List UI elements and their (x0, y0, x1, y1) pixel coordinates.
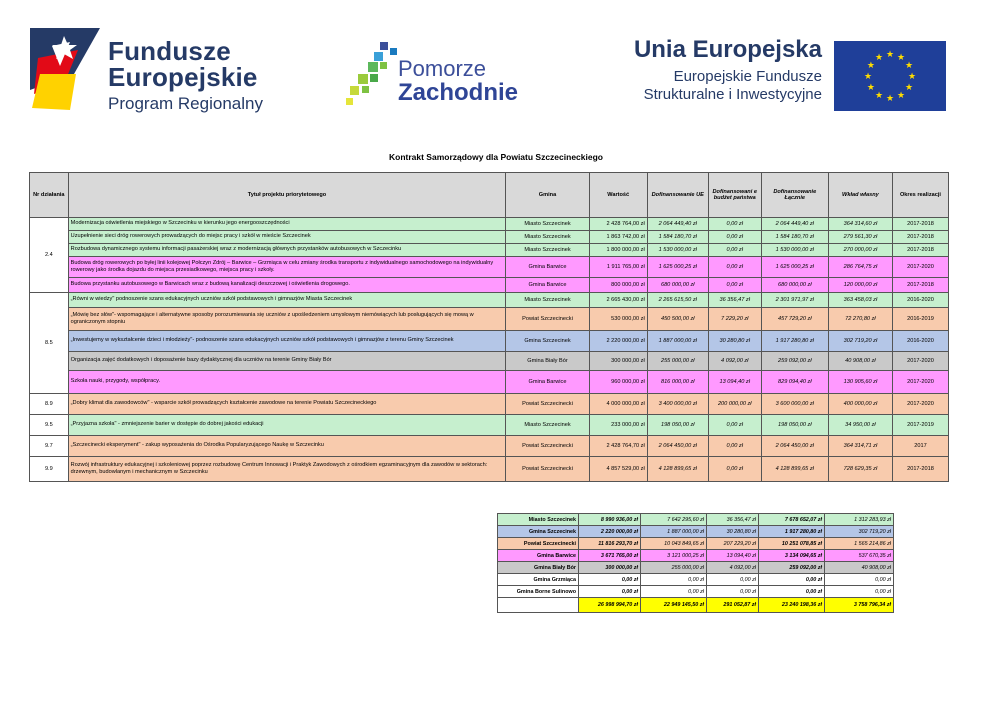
projects-table (29, 172, 949, 482)
wklad-cell: 302 719,20 zł (828, 331, 892, 352)
summary-ue: 0,00 zł (641, 586, 707, 598)
pomorze-zachodnie-logo-icon (344, 40, 406, 110)
pz-logo-text (398, 58, 518, 105)
summary-laczne: 1 917 280,80 zł (759, 526, 825, 538)
wartosc-cell: 800 000,00 zł (589, 278, 647, 293)
wklad-cell: 72 270,80 zł (828, 308, 892, 331)
dof-ue-cell: 1 584 180,70 zł (647, 231, 708, 244)
dof-ue-cell: 1 887 000,00 zł (647, 331, 708, 352)
dof-bp-cell: 4 092,00 zł (708, 352, 761, 371)
wklad-cell: 728 629,35 zł (828, 457, 892, 482)
summary-bp: 0,00 zł (707, 574, 759, 586)
eu-star-icon: ★ (885, 93, 895, 103)
dof-bp-cell: 0,00 zł (708, 415, 761, 436)
project-title: Budowa przystanku autobusowego w Barwicach wraz z budową kanalizacji deszczowej i oświetlenia drogowego. (68, 278, 506, 293)
dof-bp-cell: 0,00 zł (708, 231, 761, 244)
action-number: 9.5 (30, 415, 69, 436)
wartosc-cell: 233 000,00 zł (589, 415, 647, 436)
summary-gmina: Gmina Szczecinek (498, 526, 579, 538)
wartosc-cell: 2 428 764,70 zł (589, 436, 647, 457)
eu-star-icon: ★ (907, 71, 917, 81)
gmina-cell: Powiat Szczecinecki (506, 308, 589, 331)
okres-cell: 2017-2018 (892, 457, 948, 482)
summary-laczne: 10 251 078,85 zł (759, 538, 825, 550)
summary-wartosc: 300 000,00 zł (579, 562, 641, 574)
summary-laczne: 7 678 652,07 zł (759, 514, 825, 526)
summary-ue: 1 887 000,00 zł (641, 526, 707, 538)
dof-bp-cell: 7 229,20 zł (708, 308, 761, 331)
dof-ue-cell: 2 064 450,00 zł (647, 436, 708, 457)
okres-cell: 2017-2020 (892, 257, 948, 278)
eu-star-icon: ★ (866, 60, 875, 70)
ue-line3: Strukturalne i Inwestycyjne (643, 86, 822, 103)
col-nr: Nr działania (30, 173, 69, 218)
gmina-cell: Miasto Szczecinek (506, 231, 589, 244)
col-wklad: Wkład własny (828, 173, 892, 218)
summary-ue: 7 642 295,60 zł (641, 514, 707, 526)
wartosc-cell: 1 800 000,00 zł (589, 244, 647, 257)
fe-line1: Fundusze (108, 36, 231, 66)
summary-wklad: 0,00 zł (825, 586, 894, 598)
dof-bp-cell: 0,00 zł (708, 257, 761, 278)
eu-flag-icon (834, 41, 946, 111)
summary-ue: 3 121 000,25 zł (641, 550, 707, 562)
project-title: „Równi w wiedzy" podnoszenie szans edukacyjnych uczniów szkół podstawowych i gimnazjów Miasta Szczecinek (68, 293, 506, 308)
action-number: 8.9 (30, 394, 69, 415)
dof-bp-cell: 0,00 zł (708, 278, 761, 293)
gmina-cell: Miasto Szczecinek (506, 244, 589, 257)
summary-gmina: Miasto Szczecinek (498, 514, 579, 526)
dof-ue-cell: 680 000,00 zł (647, 278, 708, 293)
wklad-cell: 400 000,00 zł (828, 394, 892, 415)
col-wartosc: Wartość (589, 173, 647, 218)
gmina-cell: Miasto Szczecinek (506, 415, 589, 436)
summary-row (498, 562, 894, 574)
summary-bp: 4 092,00 zł (707, 562, 759, 574)
summary-row (498, 574, 894, 586)
summary-wartosc: 11 816 293,70 zł (579, 538, 641, 550)
project-title: „Inwestujemy w wykształcenie dzieci i młodzieży"- podnoszenie szans edukacyjnych uczniów szkół podstawowych i gimnazjów z terenu Gminy Szczecinek (68, 331, 506, 352)
dof-laczne-cell: 1 917 280,80 zł (761, 331, 828, 352)
fe-line2: Europejskie (108, 62, 258, 92)
okres-cell: 2017-2019 (892, 415, 948, 436)
summary-ue: 0,00 zł (641, 574, 707, 586)
dof-ue-cell: 450 500,00 zł (647, 308, 708, 331)
table-row (30, 457, 949, 482)
dof-laczne-cell: 2 064 450,00 zł (761, 436, 828, 457)
gmina-cell: Gmina Barwice (506, 257, 589, 278)
project-title: „Dobry klimat dla zawodowców" - wsparcie szkół prowadzących kształcenie zawodowe na terenie Powiatu Szczecineckiego (68, 394, 506, 415)
pz-line1: Pomorze (398, 56, 487, 81)
table-row (30, 415, 949, 436)
summary-wklad: 0,00 zł (825, 574, 894, 586)
fe-line3: Program Regionalny (108, 94, 263, 113)
col-okres: Okres realizacji (892, 173, 948, 218)
table-row (30, 231, 949, 244)
summary-wklad: 302 719,20 zł (825, 526, 894, 538)
dof-laczne-cell: 198 050,00 zł (761, 415, 828, 436)
wklad-cell: 34 950,00 zł (828, 415, 892, 436)
wartosc-cell: 2 665 430,00 zł (589, 293, 647, 308)
ue-line2: Europejskie Fundusze (673, 68, 822, 85)
okres-cell: 2016-2019 (892, 308, 948, 331)
eu-star-icon: ★ (905, 82, 914, 92)
wartosc-cell: 2 220 000,00 zł (589, 331, 647, 352)
dof-ue-cell: 816 000,00 zł (647, 371, 708, 394)
project-title: „Przyjazna szkoła" - zmniejszenie barier w dostępie do dobrej jakości edukacji (68, 415, 506, 436)
project-title: Szkoła nauki, przygody, współpracy. (68, 371, 506, 394)
gmina-cell: Miasto Szczecinek (506, 293, 589, 308)
dof-ue-cell: 2 064 449,40 zł (647, 218, 708, 231)
eu-star-icon: ★ (866, 82, 875, 92)
summary-ue: 255 000,00 zł (641, 562, 707, 574)
dof-laczne-cell: 2 301 971,97 zł (761, 293, 828, 308)
dof-ue-cell: 1 625 000,25 zł (647, 257, 708, 278)
project-title: Rozbudowa dynamicznego systemu informacji pasażerskiej wraz z modernizacją głównych przystanków autobusowych w Szczecinku (68, 244, 506, 257)
gmina-cell: Powiat Szczecinecki (506, 457, 589, 482)
dof-laczne-cell: 680 000,00 zł (761, 278, 828, 293)
action-number: 2.4 (30, 218, 69, 293)
dof-bp-cell: 0,00 zł (708, 457, 761, 482)
summary-total-wklad: 3 758 796,34 zł (825, 598, 894, 613)
summary-bp: 207 229,20 zł (707, 538, 759, 550)
summary-wartosc: 2 220 000,00 zł (579, 526, 641, 538)
fundusze-europejskie-logo-icon (30, 28, 108, 110)
gmina-cell: Gmina Biały Bór (506, 352, 589, 371)
dof-bp-cell: 13 094,40 zł (708, 371, 761, 394)
okres-cell: 2016-2020 (892, 293, 948, 308)
dof-bp-cell: 0,00 zł (708, 244, 761, 257)
eu-star-icon: ★ (905, 60, 914, 70)
summary-wartosc: 0,00 zł (579, 586, 641, 598)
table-row (30, 308, 949, 331)
summary-wklad: 537 670,35 zł (825, 550, 894, 562)
okres-cell: 2017-2020 (892, 371, 948, 394)
summary-total-row (498, 598, 894, 613)
table-row (30, 352, 949, 371)
wartosc-cell: 4 857 529,00 zł (589, 457, 647, 482)
eu-star-icon: ★ (896, 51, 906, 62)
dof-laczne-cell: 457 729,20 zł (761, 308, 828, 331)
table-header-row (30, 173, 949, 218)
okres-cell: 2017 (892, 436, 948, 457)
action-number: 9.9 (30, 457, 69, 482)
ue-line1: Unia Europejska (633, 36, 822, 63)
gmina-cell: Gmina Barwice (506, 278, 589, 293)
col-tytul: Tytuł projektu priorytetowego (68, 173, 506, 218)
gmina-cell: Gmina Szczecinek (506, 331, 589, 352)
dof-bp-cell: 0,00 zł (708, 218, 761, 231)
table-row (30, 436, 949, 457)
dof-ue-cell: 1 530 000,00 zł (647, 244, 708, 257)
wklad-cell: 120 000,00 zł (828, 278, 892, 293)
summary-wklad: 40 908,00 zł (825, 562, 894, 574)
project-title: Organizacja zajęć dodatkowych i doposażenie bazy dydaktycznej dla uczniów na terenie Gminy Biały Bór (68, 352, 506, 371)
summary-wartosc: 8 990 936,00 zł (579, 514, 641, 526)
summary-gmina: Powiat Szczecinecki (498, 538, 579, 550)
dof-laczne-cell: 1 625 000,25 zł (761, 257, 828, 278)
okres-cell: 2017-2018 (892, 231, 948, 244)
dof-ue-cell: 198 050,00 zł (647, 415, 708, 436)
summary-wartosc: 3 671 765,00 zł (579, 550, 641, 562)
dof-laczne-cell: 829 094,40 zł (761, 371, 828, 394)
summary-wklad: 1 312 283,93 zł (825, 514, 894, 526)
summary-bp: 30 280,80 zł (707, 526, 759, 538)
dof-laczne-cell: 2 064 449,40 zł (761, 218, 828, 231)
project-title: Rozwój infrastruktury edukacyjnej i szkoleniowej poprzez rozbudowę Centrum Innowacji i Praktyk Zawodowych z ośrodkiem egzaminacyjnym dla zawodów w sektorach: drzewnym, budowlanym i mechanicznym w Szczecinku (68, 457, 506, 482)
wklad-cell: 40 908,00 zł (828, 352, 892, 371)
summary-gmina: Gmina Borne Sulinowo (498, 586, 579, 598)
wartosc-cell: 4 000 000,00 zł (589, 394, 647, 415)
table-row (30, 293, 949, 308)
col-gmina: Gmina (506, 173, 589, 218)
okres-cell: 2017-2020 (892, 352, 948, 371)
project-title: Uzupełnienie sieci dróg rowerowych prowadzących do miejsc pracy i szkół w mieście Szczecinek (68, 231, 506, 244)
table-row (30, 278, 949, 293)
action-number: 8.5 (30, 293, 69, 394)
gmina-cell: Powiat Szczecinecki (506, 436, 589, 457)
table-row (30, 331, 949, 352)
summary-table (497, 513, 894, 613)
summary-gmina: Gmina Barwice (498, 550, 579, 562)
dof-bp-cell: 200 000,00 zł (708, 394, 761, 415)
document-title: Kontrakt Samorządowy dla Powiatu Szczecineckiego (389, 152, 603, 162)
summary-row (498, 550, 894, 562)
dof-bp-cell: 36 356,47 zł (708, 293, 761, 308)
wartosc-cell: 1 863 742,00 zł (589, 231, 647, 244)
summary-laczne: 0,00 zł (759, 586, 825, 598)
summary-gmina: Gmina Grzmiąca (498, 574, 579, 586)
fe-logo-text (108, 38, 263, 112)
dof-ue-cell: 255 000,00 zł (647, 352, 708, 371)
action-number: 9.7 (30, 436, 69, 457)
wklad-cell: 279 561,30 zł (828, 231, 892, 244)
okres-cell: 2017-2018 (892, 218, 948, 231)
gmina-cell: Powiat Szczecinecki (506, 394, 589, 415)
summary-bp: 13 094,40 zł (707, 550, 759, 562)
wartosc-cell: 2 428 764,00 zł (589, 218, 647, 231)
eu-star-icon: ★ (874, 90, 884, 101)
summary-row (498, 526, 894, 538)
project-title: Budowa dróg rowerowych po byłej linii kolejowej Połczyn Zdrój – Barwice – Grzmiąca w celu zmiany środka transportu z indywidualnego samochodowego na indywidualny rowerowy jako środka dojazdu do miejsca przesiadkowego, miejsca pracy i szkoły. (68, 257, 506, 278)
project-title: „Szczecinecki eksperyment" - zakup wyposażenia do Ośrodka Popularyzującego Naukę w Szczecinku (68, 436, 506, 457)
summary-wklad: 1 565 214,86 zł (825, 538, 894, 550)
wartosc-cell: 960 000,00 zł (589, 371, 647, 394)
okres-cell: 2017-2018 (892, 244, 948, 257)
dof-bp-cell: 0,00 zł (708, 436, 761, 457)
gmina-cell: Miasto Szczecinek (506, 218, 589, 231)
project-title: Modernizacja oświetlenia miejskiego w Szczecinku w kierunku jego energooszczędności (68, 218, 506, 231)
eu-star-icon: ★ (896, 90, 906, 101)
dof-ue-cell: 2 265 615,50 zł (647, 293, 708, 308)
wartosc-cell: 1 911 765,00 zł (589, 257, 647, 278)
dof-laczne-cell: 259 092,00 zł (761, 352, 828, 371)
summary-gmina: Gmina Biały Bór (498, 562, 579, 574)
wartosc-cell: 300 000,00 zł (589, 352, 647, 371)
summary-total-wartosc: 26 998 994,70 zł (579, 598, 641, 613)
ue-logo-text (590, 38, 822, 102)
summary-row (498, 586, 894, 598)
summary-bp: 0,00 zł (707, 586, 759, 598)
wklad-cell: 363 458,03 zł (828, 293, 892, 308)
dof-laczne-cell: 4 128 899,65 zł (761, 457, 828, 482)
col-dof-bp: Dofinansowani e budżet państwa (708, 173, 761, 218)
okres-cell: 2017-2020 (892, 394, 948, 415)
summary-ue: 10 043 849,65 zł (641, 538, 707, 550)
table-row (30, 218, 949, 231)
eu-star-icon: ★ (885, 49, 895, 59)
wartosc-cell: 530 000,00 zł (589, 308, 647, 331)
wklad-cell: 364 314,71 zł (828, 436, 892, 457)
col-dof-laczne: Dofinansowanie Łącznie (761, 173, 828, 218)
summary-row (498, 538, 894, 550)
summary-laczne: 0,00 zł (759, 574, 825, 586)
dof-laczne-cell: 3 600 000,00 zł (761, 394, 828, 415)
wklad-cell: 130 905,60 zł (828, 371, 892, 394)
dof-bp-cell: 30 280,80 zł (708, 331, 761, 352)
table-row (30, 371, 949, 394)
wklad-cell: 286 764,75 zł (828, 257, 892, 278)
eu-star-icon: ★ (863, 71, 873, 81)
summary-wartosc: 0,00 zł (579, 574, 641, 586)
table-row (30, 394, 949, 415)
summary-laczne: 3 134 094,65 zł (759, 550, 825, 562)
gmina-cell: Gmina Barwice (506, 371, 589, 394)
pz-line2: Zachodnie (398, 79, 519, 106)
summary-bp: 36 356,47 zł (707, 514, 759, 526)
dof-laczne-cell: 1 530 000,00 zł (761, 244, 828, 257)
summary-total-ue: 22 949 145,50 zł (641, 598, 707, 613)
project-title: „Mówię bez słów"- wspomagające i alternatywne sposoby porozumiewania się uczniów z upośledzeniem umysłowym niemówiących lub posługujących się mową w ograniczonym stopniu (68, 308, 506, 331)
table-row (30, 244, 949, 257)
summary-row (498, 514, 894, 526)
wklad-cell: 270 000,00 zł (828, 244, 892, 257)
summary-laczne: 259 092,00 zł (759, 562, 825, 574)
summary-total-label (498, 598, 579, 613)
summary-total-bp: 291 052,87 zł (707, 598, 759, 613)
dof-ue-cell: 4 128 899,65 zł (647, 457, 708, 482)
okres-cell: 2016-2020 (892, 331, 948, 352)
eu-star-icon: ★ (874, 51, 884, 62)
col-dof-ue: Dofinansowanie UE (647, 173, 708, 218)
wklad-cell: 364 314,60 zł (828, 218, 892, 231)
okres-cell: 2017-2018 (892, 278, 948, 293)
dof-laczne-cell: 1 584 180,70 zł (761, 231, 828, 244)
table-row (30, 257, 949, 278)
summary-total-laczne: 23 240 198,36 zł (759, 598, 825, 613)
dof-ue-cell: 3 400 000,00 zł (647, 394, 708, 415)
